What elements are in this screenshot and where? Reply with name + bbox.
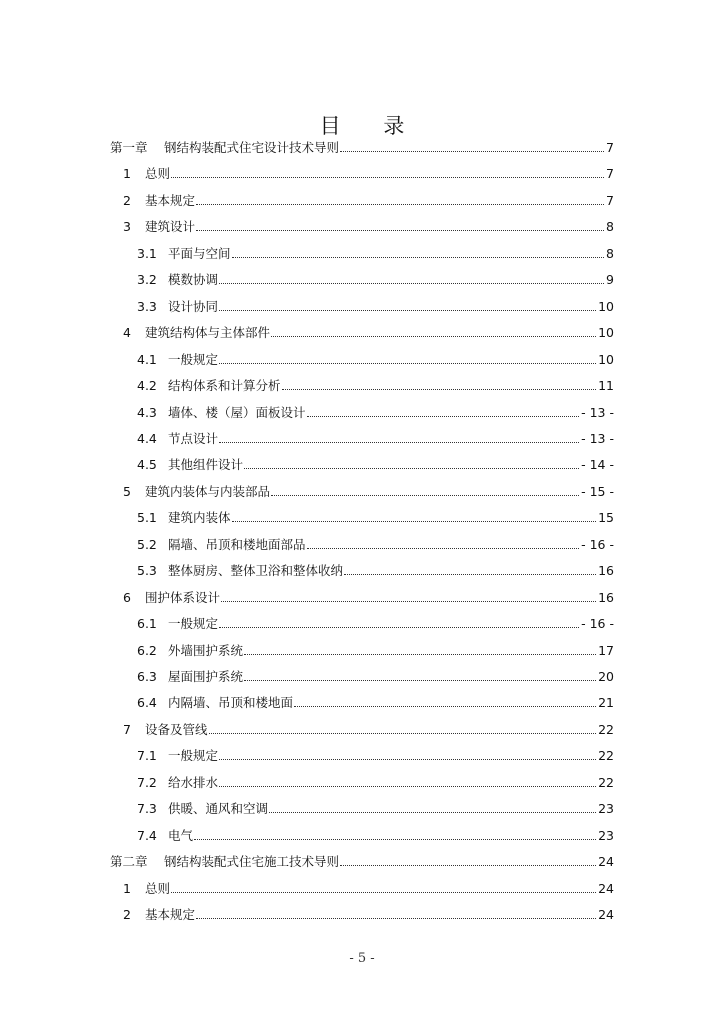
toc-entry-number: 1 bbox=[123, 166, 131, 182]
toc-entry[interactable] bbox=[0, 244, 724, 264]
toc-entry-page: - 16 - bbox=[581, 616, 614, 632]
toc-entry[interactable] bbox=[0, 535, 724, 555]
toc-entry-title: 建筑内装体 bbox=[168, 510, 231, 526]
toc-entry-page: 8 bbox=[606, 219, 614, 235]
toc-entry-number: 6.4 bbox=[137, 695, 157, 711]
toc-entry[interactable] bbox=[0, 852, 724, 872]
toc-entry[interactable] bbox=[0, 746, 724, 766]
toc-entry[interactable] bbox=[0, 164, 724, 184]
toc-entry-number: 6.3 bbox=[137, 669, 157, 684]
toc-entry-title: 结构体系和计算分析 bbox=[168, 378, 281, 394]
toc-entry-title: 一般规定 bbox=[168, 351, 219, 367]
toc-entry-number: 3.3 bbox=[137, 298, 157, 314]
toc-entry-title: 建筑内装体与内装部品 bbox=[145, 483, 271, 499]
toc-dot-leader bbox=[244, 467, 579, 469]
toc-entry[interactable] bbox=[0, 641, 724, 661]
toc-dot-leader bbox=[269, 811, 596, 813]
toc-dot-leader bbox=[209, 732, 597, 734]
toc-entry-page: 8 bbox=[606, 245, 614, 261]
toc-entry[interactable] bbox=[0, 693, 724, 713]
toc-entry[interactable] bbox=[0, 614, 724, 634]
toc-entry[interactable] bbox=[0, 482, 724, 502]
toc-dot-leader bbox=[219, 626, 579, 628]
toc-dot-leader bbox=[196, 229, 604, 231]
toc-entry-page: 23 bbox=[598, 827, 614, 843]
toc-entry[interactable] bbox=[0, 191, 724, 211]
toc-entry-title: 设备及管线 bbox=[145, 721, 208, 737]
toc-entry-number: 3.1 bbox=[137, 245, 157, 261]
toc-entry-page: 24 bbox=[598, 854, 614, 870]
toc-entry[interactable] bbox=[0, 826, 724, 846]
toc-dot-leader bbox=[171, 176, 604, 178]
toc-dot-leader bbox=[219, 362, 596, 364]
toc-entry[interactable] bbox=[0, 350, 724, 370]
toc-dot-leader bbox=[340, 864, 596, 866]
toc-entry-page: 7 bbox=[606, 140, 614, 155]
toc-dot-leader bbox=[271, 494, 579, 496]
toc-entry-title: 模数协调 bbox=[168, 272, 219, 288]
toc-dot-leader bbox=[307, 547, 580, 549]
toc-entry-title: 围护体系设计 bbox=[145, 589, 221, 605]
toc-entry-page: 9 bbox=[606, 272, 614, 288]
toc-entry[interactable] bbox=[0, 429, 724, 449]
toc-entry[interactable] bbox=[0, 508, 724, 528]
page-title: 目 录 bbox=[319, 114, 423, 138]
toc-entry-title: 给水排水 bbox=[168, 774, 219, 790]
toc-dot-leader bbox=[196, 917, 596, 919]
toc-entry-number: 3.2 bbox=[137, 272, 157, 288]
toc-entry[interactable] bbox=[0, 455, 724, 475]
toc-entry[interactable] bbox=[0, 879, 724, 899]
toc-dot-leader bbox=[194, 838, 596, 840]
toc-dot-leader bbox=[219, 309, 596, 311]
toc-entry[interactable] bbox=[0, 905, 724, 925]
toc-dot-leader bbox=[219, 785, 596, 787]
toc-entry[interactable] bbox=[0, 667, 724, 687]
toc-entry-title: 总则 bbox=[145, 880, 171, 896]
toc-entry-title: 供暖、通风和空调 bbox=[168, 801, 269, 817]
toc-entry-title: 建筑设计 bbox=[145, 219, 196, 235]
toc-entry-number: 4.4 bbox=[137, 430, 157, 446]
toc-entry[interactable] bbox=[0, 376, 724, 396]
toc-entry-title: 其他组件设计 bbox=[168, 457, 244, 473]
toc-entry[interactable] bbox=[0, 799, 724, 819]
toc-entry-page: 24 bbox=[598, 907, 614, 923]
toc-entry-number: 第二章 bbox=[110, 854, 148, 870]
toc-entry-title: 屋面围护系统 bbox=[168, 669, 244, 684]
toc-entry-title: 一般规定 bbox=[168, 616, 219, 632]
toc-entry-page: 17 bbox=[598, 642, 614, 658]
toc-entry[interactable] bbox=[0, 403, 724, 423]
toc-dot-leader bbox=[294, 705, 596, 707]
toc-entry-page: - 16 - bbox=[581, 536, 614, 552]
toc-entry-title: 整体厨房、整体卫浴和整体收纳 bbox=[168, 563, 344, 579]
toc-entry-number: 5 bbox=[123, 483, 131, 499]
toc-entry-page: 10 bbox=[598, 298, 614, 314]
toc-dot-leader bbox=[219, 758, 596, 760]
toc-entry-number: 6.2 bbox=[137, 642, 157, 658]
toc-entry-page: 22 bbox=[598, 721, 614, 737]
toc-entry-title: 基本规定 bbox=[145, 907, 196, 923]
toc-dot-leader bbox=[307, 415, 580, 417]
toc-entry-number: 5.2 bbox=[137, 536, 157, 552]
toc-entry-number: 4 bbox=[123, 325, 131, 341]
toc-entry-page: - 14 - bbox=[581, 457, 614, 473]
toc-entry-number: 7.1 bbox=[137, 748, 157, 764]
toc-entry-page: 10 bbox=[598, 351, 614, 367]
toc-entry-page: 22 bbox=[598, 774, 614, 790]
toc-entry-page: 20 bbox=[598, 669, 614, 684]
toc-entry-title: 一般规定 bbox=[168, 748, 219, 764]
toc-entry-number: 7 bbox=[123, 721, 131, 737]
toc-dot-leader bbox=[340, 150, 604, 152]
toc-entry-number: 6.1 bbox=[137, 616, 157, 632]
toc-entry-page: - 15 - bbox=[581, 483, 614, 499]
toc-entry-number: 4.1 bbox=[137, 351, 157, 367]
toc-dot-leader bbox=[232, 256, 605, 258]
toc-entry-title: 墙体、楼（屋）面板设计 bbox=[168, 404, 306, 420]
toc-entry-number: 7.4 bbox=[137, 827, 157, 843]
toc-entry-title: 外墙围护系统 bbox=[168, 642, 244, 658]
toc-entry-title: 建筑结构体与主体部件 bbox=[145, 325, 271, 341]
toc-dot-leader bbox=[219, 441, 579, 443]
toc-dot-leader bbox=[271, 335, 596, 337]
toc-entry-number: 4.5 bbox=[137, 457, 157, 473]
toc-entry-page: 22 bbox=[598, 748, 614, 764]
toc-entry-page: 15 bbox=[598, 510, 614, 526]
toc-entry-title: 隔墙、吊顶和楼地面部品 bbox=[168, 536, 306, 552]
toc-dot-leader bbox=[232, 520, 597, 522]
toc-entry-number: 5.3 bbox=[137, 563, 157, 579]
toc-entry[interactable] bbox=[0, 588, 724, 608]
toc-entry-page: - 13 - bbox=[581, 404, 614, 420]
toc-entry-number: 7.2 bbox=[137, 774, 157, 790]
toc-entry-title: 基本规定 bbox=[145, 192, 196, 208]
toc-entry-number: 4.3 bbox=[137, 404, 157, 420]
toc-entry-number: 3 bbox=[123, 219, 131, 235]
toc-dot-leader bbox=[282, 388, 597, 390]
toc-entry[interactable] bbox=[0, 561, 724, 581]
toc-dot-leader bbox=[171, 891, 596, 893]
toc-entry-number: 4.2 bbox=[137, 378, 157, 394]
toc-dot-leader bbox=[219, 282, 604, 284]
toc-dot-leader bbox=[244, 679, 596, 681]
toc-entry[interactable] bbox=[0, 297, 724, 317]
page-number-footer: - 5 - bbox=[349, 951, 375, 966]
toc-entry-number: 7.3 bbox=[137, 801, 157, 817]
toc-entry-page: - 13 - bbox=[581, 430, 614, 446]
toc-entry-page: 10 bbox=[598, 325, 614, 341]
toc-entry-page: 7 bbox=[606, 166, 614, 182]
toc-entry-page: 11 bbox=[598, 378, 614, 394]
toc-dot-leader bbox=[244, 653, 596, 655]
toc-entry-number: 5.1 bbox=[137, 510, 157, 526]
toc-entry-title: 总则 bbox=[145, 166, 171, 182]
toc-entry-page: 23 bbox=[598, 801, 614, 817]
toc-entry-number: 2 bbox=[123, 192, 131, 208]
toc-entry-number: 第一章 bbox=[110, 140, 148, 155]
toc-entry-page: 21 bbox=[598, 695, 614, 711]
toc-entry-page: 16 bbox=[598, 563, 614, 579]
toc-entry-title: 电气 bbox=[168, 827, 194, 843]
toc-entry-title: 平面与空间 bbox=[168, 245, 231, 261]
toc-entry-title: 钢结构装配式住宅施工技术导则 bbox=[164, 854, 340, 870]
toc-dot-leader bbox=[344, 573, 596, 575]
toc-entry-page: 7 bbox=[606, 192, 614, 208]
toc-entry[interactable] bbox=[0, 270, 724, 290]
toc-entry[interactable] bbox=[0, 138, 724, 158]
toc-entry-title: 节点设计 bbox=[168, 430, 219, 446]
toc-dot-leader bbox=[196, 203, 604, 205]
toc-entry[interactable] bbox=[0, 773, 724, 793]
toc-entry-title: 钢结构装配式住宅设计技术导则 bbox=[164, 140, 340, 155]
toc-entry[interactable] bbox=[0, 217, 724, 237]
toc-entry-number: 6 bbox=[123, 589, 131, 605]
toc-entry-number: 1 bbox=[123, 880, 131, 896]
toc-entry-title: 内隔墙、吊顶和楼地面 bbox=[168, 695, 294, 711]
toc-entry-page: 16 bbox=[598, 589, 614, 605]
toc-entry-page: 24 bbox=[598, 880, 614, 896]
toc-entry-number: 2 bbox=[123, 907, 131, 923]
toc-entry[interactable] bbox=[0, 323, 724, 343]
toc-entry-title: 设计协同 bbox=[168, 298, 219, 314]
toc-dot-leader bbox=[221, 600, 596, 602]
toc-entry[interactable] bbox=[0, 720, 724, 740]
